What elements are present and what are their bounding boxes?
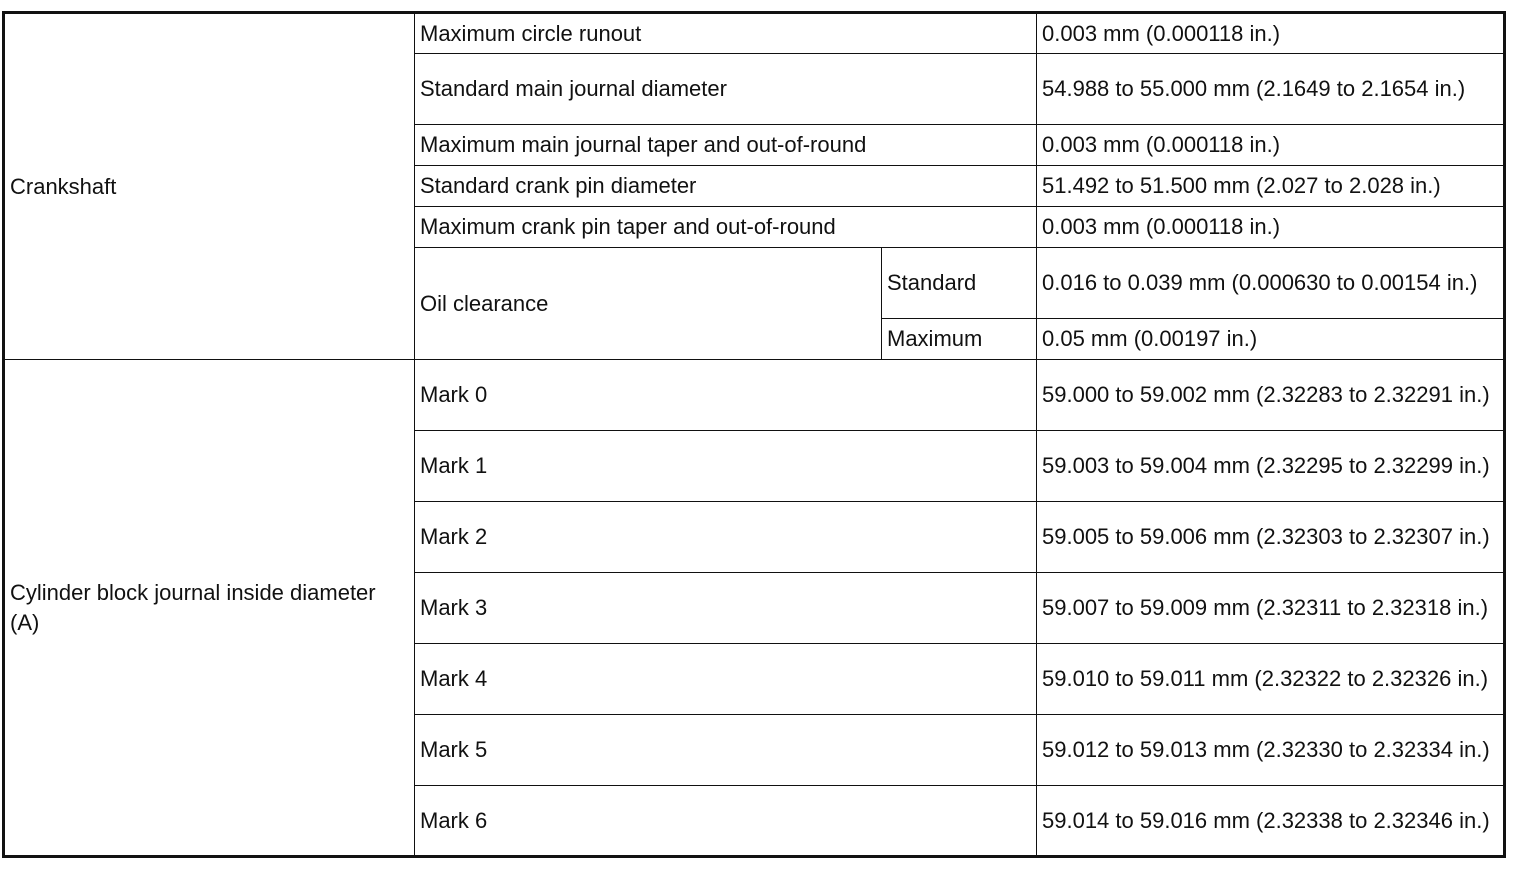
spec-value: 54.988 to 55.000 mm (2.1649 to 2.1654 in.)	[1037, 54, 1505, 125]
spec-value: 0.003 mm (0.000118 in.)	[1037, 207, 1505, 248]
group-label-crankshaft: Crankshaft	[4, 13, 415, 360]
spec-item: Mark 6	[415, 786, 1037, 857]
oil-clearance-standard-label: Standard	[882, 248, 1037, 319]
spec-item: Mark 4	[415, 644, 1037, 715]
spec-item: Maximum main journal taper and out-of-round	[415, 125, 1037, 166]
spec-value: 59.014 to 59.016 mm (2.32338 to 2.32346 in.)	[1037, 786, 1505, 857]
table-row	[4, 360, 1505, 431]
spec-document	[2, 11, 1503, 858]
spec-item: Mark 1	[415, 431, 1037, 502]
spec-value: 51.492 to 51.500 mm (2.027 to 2.028 in.)	[1037, 166, 1505, 207]
spec-item: Mark 3	[415, 573, 1037, 644]
table-row	[4, 13, 1505, 54]
spec-value: 59.007 to 59.009 mm (2.32311 to 2.32318 in.)	[1037, 573, 1505, 644]
spec-item: Maximum circle runout	[415, 13, 1037, 54]
oil-clearance-label: Oil clearance	[415, 248, 882, 360]
specification-table	[2, 11, 1506, 858]
spec-value: 0.003 mm (0.000118 in.)	[1037, 125, 1505, 166]
group-label-cylinder-block: Cylinder block journal inside diameter (A)	[4, 360, 415, 857]
spec-item: Standard crank pin diameter	[415, 166, 1037, 207]
oil-clearance-standard-value: 0.016 to 0.039 mm (0.000630 to 0.00154 in.)	[1037, 248, 1505, 319]
spec-value: 59.005 to 59.006 mm (2.32303 to 2.32307 in.)	[1037, 502, 1505, 573]
spec-item: Mark 0	[415, 360, 1037, 431]
spec-item: Standard main journal diameter	[415, 54, 1037, 125]
oil-clearance-maximum-label: Maximum	[882, 319, 1037, 360]
spec-item: Maximum crank pin taper and out-of-round	[415, 207, 1037, 248]
spec-item: Mark 5	[415, 715, 1037, 786]
spec-value: 59.000 to 59.002 mm (2.32283 to 2.32291 in.)	[1037, 360, 1505, 431]
oil-clearance-maximum-value: 0.05 mm (0.00197 in.)	[1037, 319, 1505, 360]
spec-item: Mark 2	[415, 502, 1037, 573]
spec-value: 59.003 to 59.004 mm (2.32295 to 2.32299 in.)	[1037, 431, 1505, 502]
spec-value: 59.012 to 59.013 mm (2.32330 to 2.32334 in.)	[1037, 715, 1505, 786]
spec-value: 59.010 to 59.011 mm (2.32322 to 2.32326 in.)	[1037, 644, 1505, 715]
spec-value: 0.003 mm (0.000118 in.)	[1037, 13, 1505, 54]
